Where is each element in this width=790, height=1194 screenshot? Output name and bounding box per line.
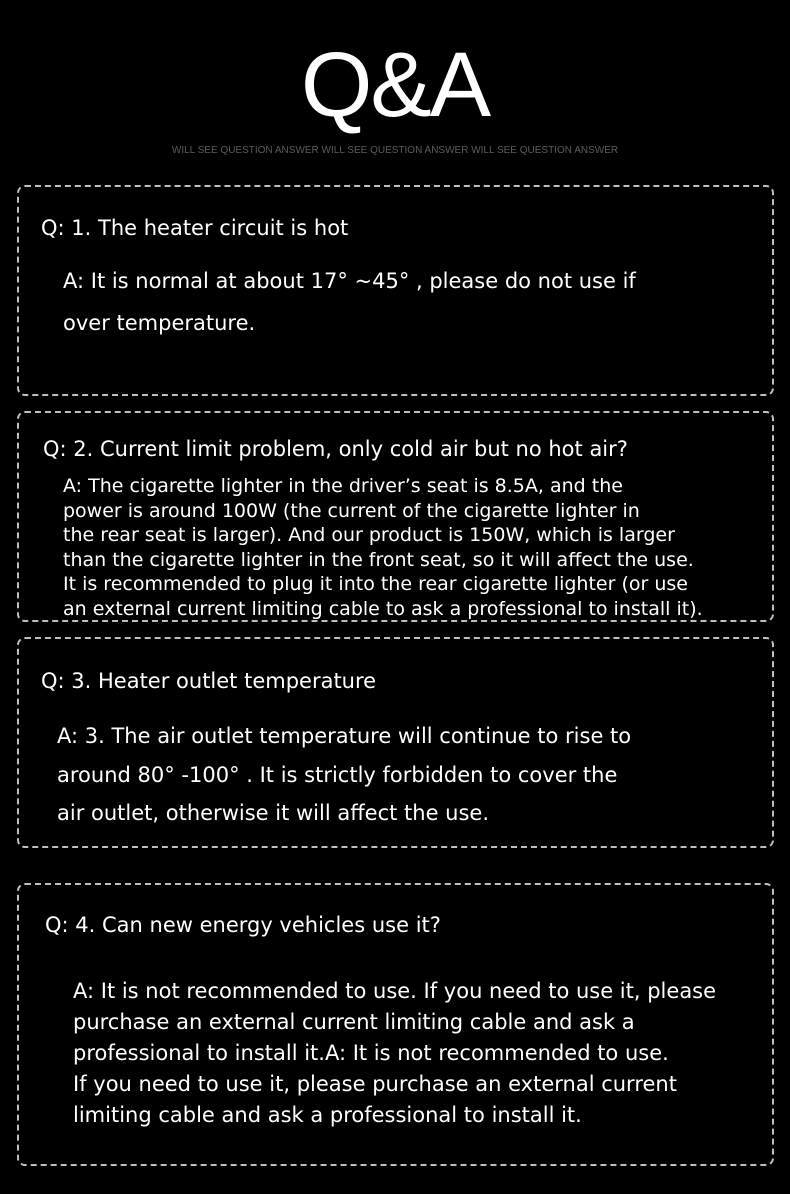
page-title: Q&A — [300, 34, 490, 136]
faq-question-3: Q: 3. Heater outlet temperature — [41, 669, 377, 693]
faq-answer-1: A: It is normal at about 17° ~45° , please do not use if over temperature. — [63, 269, 636, 335]
faq-card-4 — [17, 883, 774, 1166]
faq-question-2: Q: 2. Current limit problem, only cold air but no hot air? — [43, 437, 628, 461]
faq-card-3 — [17, 637, 774, 848]
page-subtitle: WILL SEE QUESTION ANSWER WILL SEE QUESTION ANSWER WILL SEE QUESTION ANSWER — [171, 145, 619, 156]
faq-card-1 — [17, 185, 774, 396]
faq-answer-2: A: The cigarette lighter in the driver’s seat is 8.5A, and the power is around 100W (the current of the cigarette lighter in the rear seat is larger). And our product is 150W, which is larger than the cigarette lighter in the front seat, so it will affect the use. It is recommended to plug it into the rear cigarette lighter (or use an external current limiting cable to ask a professional to install it). — [63, 475, 703, 620]
faq-question-4: Q: 4. Can new energy vehicles use it? — [45, 913, 441, 937]
faq-question-1: Q: 1. The heater circuit is hot — [41, 216, 349, 240]
faq-answer-4: A: It is not recommended to use. If you need to use it, please purchase an external current limiting cable and ask a professional to install it.A: It is not recommended to use. If you need to use it, please purchase an external current limiting cable and ask a professional to install it. — [73, 979, 717, 1127]
faq-card-2 — [17, 411, 774, 622]
faq-answer-3: A: 3. The air outlet temperature will continue to rise to around 80° -100° . It is strictly forbidden to cover the air outlet, otherwise it will affect the use. — [57, 724, 632, 825]
